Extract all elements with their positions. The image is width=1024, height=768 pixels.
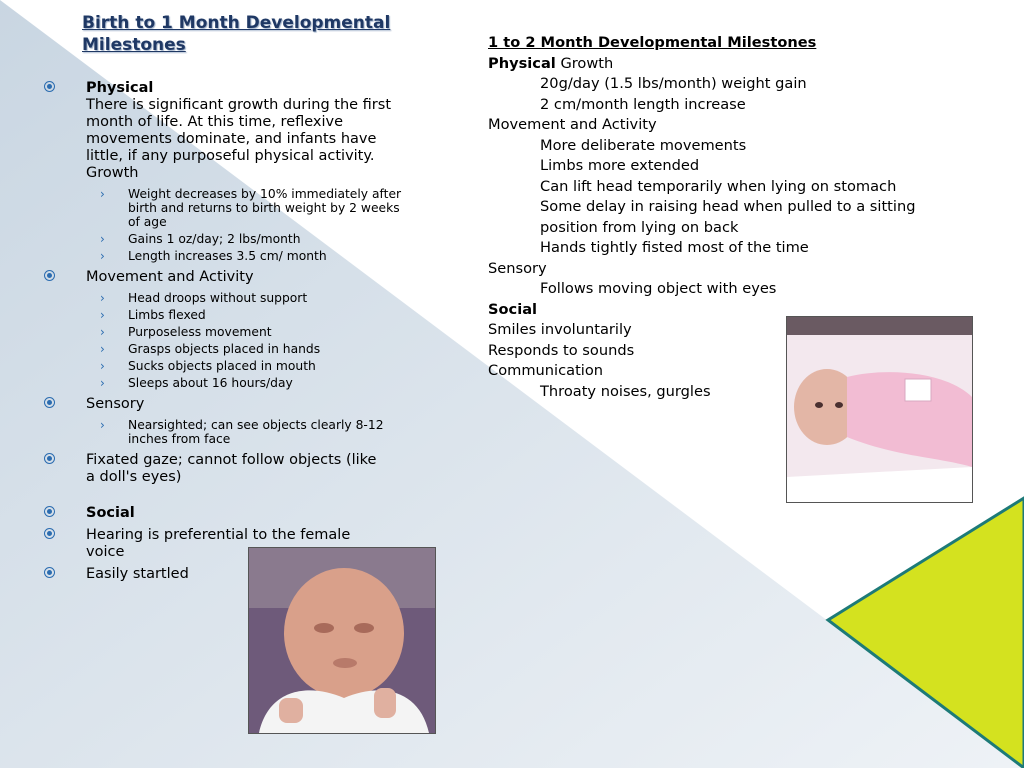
list-item: 20g/day (1.5 lbs/month) weight gain xyxy=(540,75,807,92)
list-item: Smiles involuntarily xyxy=(488,321,632,338)
slide-title: Birth to 1 Month Developmental Milestones xyxy=(82,13,391,55)
right-communication-label: Communication xyxy=(488,362,604,379)
list-item: 2 cm/month length increase xyxy=(540,95,746,113)
chevron-right-icon: › xyxy=(100,342,105,356)
bullet-startled: Easily startled xyxy=(44,566,414,583)
right-physical-line: Physical Growth xyxy=(488,54,614,72)
chevron-right-icon: › xyxy=(100,308,105,322)
newborn-photo xyxy=(248,547,436,734)
list-item: › Sleeps about 16 hours/day xyxy=(100,376,293,390)
bullet-social xyxy=(44,505,414,522)
list-item: Limbs more extended xyxy=(540,157,700,174)
list-item: Responds to sounds xyxy=(488,341,635,359)
right-heading: 1 to 2 Month Developmental Milestones xyxy=(488,34,817,51)
list-item: › Length increases 3.5 cm/ month xyxy=(100,249,327,263)
chevron-right-icon: › xyxy=(100,291,105,305)
list-item: › Nearsighted; can see objects clearly 8-12 inches from face xyxy=(100,418,384,446)
bullet-icon xyxy=(44,453,55,464)
list-item: Follows moving object with eyes xyxy=(540,280,777,297)
chevron-right-icon: › xyxy=(100,249,105,263)
bullet-icon xyxy=(44,81,55,92)
bullet-sensory xyxy=(44,396,414,413)
bullet-hearing: Hearing is preferential to the female voice xyxy=(44,527,386,561)
list-item: Can lift head temporarily when lying on stomach xyxy=(540,177,897,195)
chevron-right-icon: › xyxy=(100,359,105,373)
list-item: More deliberate movements xyxy=(540,136,747,154)
chevron-right-icon: › xyxy=(100,325,105,339)
movement-label: Movement and Activity xyxy=(86,269,254,285)
sensory-label: Sensory xyxy=(86,396,145,412)
chevron-right-icon: › xyxy=(100,232,105,246)
bullet-fixated-gaze: Fixated gaze; cannot follow objects (like a doll's eyes) xyxy=(44,452,386,486)
list-item: › Grasps objects placed in hands xyxy=(100,342,321,356)
list-item: › Sucks objects placed in mouth xyxy=(100,359,316,373)
bullet-icon xyxy=(44,506,55,517)
list-item: Hands tightly fisted most of the time xyxy=(540,239,809,256)
bullet-movement xyxy=(44,269,414,286)
chevron-right-icon: › xyxy=(100,418,105,432)
bullet-icon xyxy=(44,270,55,281)
infant-photo xyxy=(786,316,973,503)
physical-text: There is significant growth during the first month of life. At this time, reflexive movements dominate, and infants have little, if any purposeful physical activity. Growth xyxy=(86,97,392,181)
right-sensory-label: Sensory xyxy=(488,259,547,277)
list-item: Throaty noises, gurgles xyxy=(540,382,711,400)
bullet-icon xyxy=(44,528,55,539)
list-item: › Gains 1 oz/day; 2 lbs/month xyxy=(100,232,301,246)
list-item: › Weight decreases by 10% immediately after birth and returns to birth weight by 2 weeks of age xyxy=(100,187,402,229)
list-item: Some delay in raising head when pulled to a sitting position from lying on back xyxy=(540,198,916,236)
list-item: › Head droops without support xyxy=(100,291,308,305)
list-item: › Purposeless movement xyxy=(100,325,272,339)
bullet-icon xyxy=(44,397,55,408)
social-label: Social xyxy=(86,505,135,521)
chevron-right-icon: › xyxy=(100,187,105,201)
physical-label: Physical xyxy=(86,80,154,96)
list-item: › Limbs flexed xyxy=(100,308,206,322)
bullet-physical xyxy=(44,80,414,182)
left-column xyxy=(44,80,414,588)
chevron-right-icon: › xyxy=(100,376,105,390)
right-movement-label: Movement and Activity xyxy=(488,116,657,133)
right-social-label: Social xyxy=(488,300,538,318)
bullet-icon xyxy=(44,567,55,578)
